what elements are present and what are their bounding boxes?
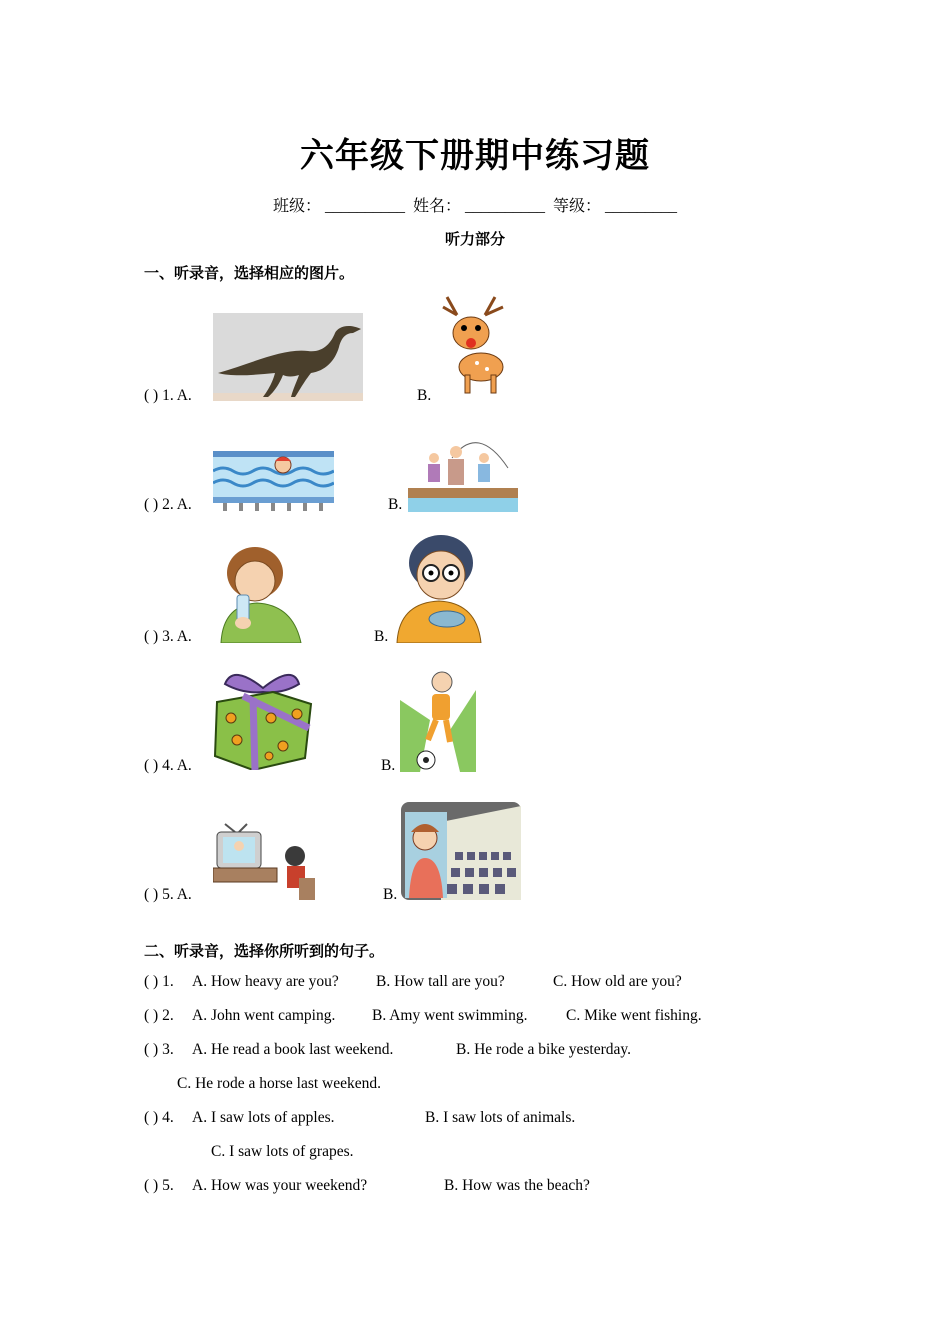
p2-q5-option-b: B. How was the beach? bbox=[444, 1177, 590, 1194]
p2-q3-number: ( ) 3. bbox=[144, 1041, 174, 1058]
p2-q2-number: ( ) 2. bbox=[144, 1007, 174, 1024]
cinema-picture bbox=[401, 802, 521, 900]
page-title: 六年级下册期中练习题 bbox=[300, 136, 650, 176]
boy-eating-picture bbox=[393, 533, 483, 643]
p2-q3-option-c: C. He rode a horse last weekend. bbox=[177, 1075, 382, 1092]
watching-tv-picture bbox=[213, 822, 317, 902]
p2-q3-option-a: A. He read a book last weekend. bbox=[192, 1041, 394, 1058]
swimming-picture bbox=[213, 451, 334, 511]
p1-q2-number: ( ) 2. A. bbox=[144, 496, 192, 513]
p1-q5-b-label: B. bbox=[383, 886, 398, 903]
p2-q4-option-c: C. I saw lots of grapes. bbox=[211, 1143, 354, 1160]
playing-football-picture bbox=[400, 670, 476, 772]
p2-q5-option-a: A. How was your weekend? bbox=[192, 1177, 368, 1194]
p2-q2-option-b: B. Amy went swimming. bbox=[372, 1007, 528, 1024]
p2-q2-option-c: C. Mike went fishing. bbox=[566, 1007, 702, 1024]
p1-q3-b-label: B. bbox=[374, 628, 389, 645]
student-info-line bbox=[0, 193, 950, 216]
part1-heading: 一、听录音，选择相应的图片。 bbox=[144, 266, 355, 282]
p1-q2-b-label: B. bbox=[388, 496, 403, 513]
p2-q2-option-a: A. John went camping. bbox=[192, 1007, 336, 1024]
p2-q4-option-a: A. I saw lots of apples. bbox=[192, 1109, 335, 1126]
part2-heading: 二、听录音，选择你所听到的句子。 bbox=[144, 944, 385, 960]
p2-q4-number: ( ) 4. bbox=[144, 1109, 174, 1126]
boy-drinking-picture bbox=[213, 543, 303, 643]
grade-label: 等级： bbox=[553, 198, 602, 215]
p1-q3-number: ( ) 3. A. bbox=[144, 628, 192, 645]
class-blank: __________ bbox=[324, 198, 405, 215]
p1-q5-number: ( ) 5. A. bbox=[144, 886, 192, 903]
p2-q1-option-c: C. How old are you? bbox=[553, 973, 682, 990]
p2-q1-option-b: B. How tall are you? bbox=[376, 973, 505, 990]
deer-picture bbox=[437, 295, 510, 398]
class-label: 班级： bbox=[272, 198, 321, 215]
p2-q1-number: ( ) 1. bbox=[144, 973, 174, 990]
p1-q4-number: ( ) 4. A. bbox=[144, 757, 192, 774]
name-blank: __________ bbox=[465, 198, 545, 215]
p1-q4-b-label: B. bbox=[381, 757, 396, 774]
name-label: 姓名： bbox=[412, 198, 461, 215]
p2-q5-number: ( ) 5. bbox=[144, 1177, 174, 1194]
p2-q3-option-b: B. He rode a bike yesterday. bbox=[456, 1041, 632, 1058]
p1-q1-b-label: B. bbox=[417, 387, 432, 404]
p2-q1-option-a: A. How heavy are you? bbox=[192, 973, 339, 990]
p2-q4-option-b: B. I saw lots of animals. bbox=[425, 1109, 576, 1126]
fishing-picture bbox=[408, 428, 518, 512]
p1-q1-number: ( ) 1. A. bbox=[144, 387, 192, 404]
section-heading: 听力部分 bbox=[444, 232, 505, 248]
dinosaur-picture bbox=[213, 313, 363, 401]
gift-box-picture bbox=[213, 668, 313, 770]
grade-blank: _________ bbox=[605, 198, 678, 215]
